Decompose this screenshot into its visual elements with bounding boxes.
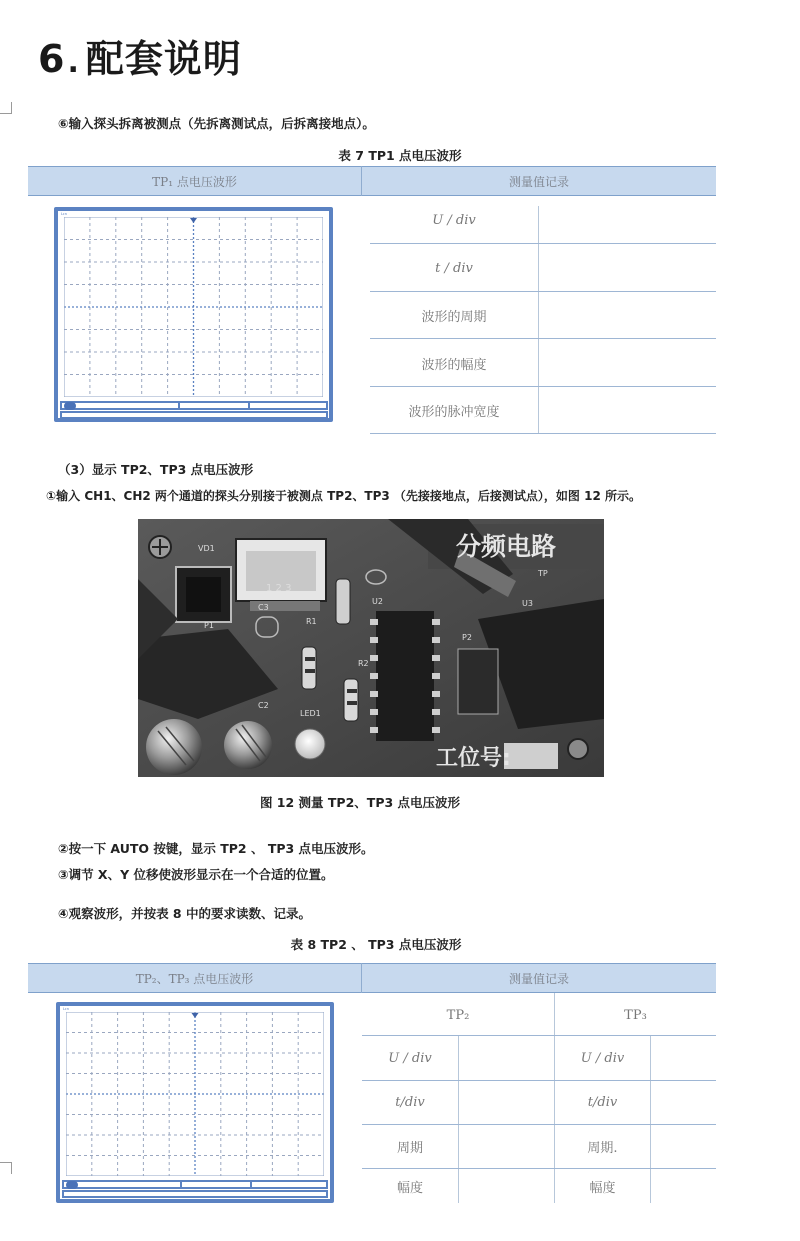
oscilloscope-screen-tp2-tp3: [56, 1002, 334, 1203]
table7-row-line: [370, 291, 716, 292]
part-3-heading: （3）显示 TP2、TP3 点电压波形: [58, 462, 254, 477]
table8-tp2-row-label: 幅度: [396, 1180, 423, 1196]
scope-grid-tp2-tp3: [66, 1012, 324, 1176]
board-title: 分频电路: [456, 532, 557, 561]
scope-status-knob: [64, 402, 76, 410]
table7-row-line: [370, 243, 716, 244]
scope-status-divider: [250, 1182, 252, 1187]
scope-status-knob: [66, 1181, 78, 1189]
silk-r2: R2: [358, 659, 369, 668]
scope-status-divider: [178, 403, 180, 408]
table7-caption: 表 7 TP1 点电压波形: [338, 148, 462, 163]
silk-led1: LED1: [300, 709, 321, 718]
table7-row-label: 波形的脉冲宽度: [408, 405, 500, 420]
table8-header-right: 测量值记录: [362, 963, 716, 993]
table7-row-label: 波形的幅度: [421, 357, 487, 373]
section-heading: [38, 28, 242, 83]
figure12-caption: 图 12 测量 TP2、TP3 点电压波形: [259, 795, 461, 810]
figure12-circuit-board-photo: [138, 519, 604, 777]
step-3-text: ③调节 X、Y 位移使波形显示在一个合适的位置。: [58, 867, 334, 882]
table8-tp3-row-label: 周期.: [587, 1141, 618, 1156]
silk-123: 1 2 3: [266, 583, 292, 594]
table8-col-divider: [650, 1036, 651, 1203]
scope-corner-mark: ᴸᶦⁿ: [63, 1007, 70, 1014]
step-6-text: ⑥输入探头拆离被测点（先拆离测试点，后拆离接地点）。: [58, 116, 375, 131]
table8-header-divider: [361, 963, 362, 993]
table7-col-divider: [538, 206, 539, 434]
step-1-text: ①输入 CH1、CH2 两个通道的探头分别接于被测点 TP2、TP3 （先接接地点，后接测试点），如图 12 所示。: [46, 489, 641, 503]
section-title: 配套说明: [85, 37, 242, 81]
scope-status-bar: [62, 1180, 328, 1189]
table8-subheader-tp2: TP₂: [446, 1007, 470, 1023]
table7-row-line: [370, 338, 716, 339]
silk-u3: U3: [522, 599, 533, 608]
section-number: 6: [38, 37, 66, 81]
table7-header-left: TP₁ 点电压波形: [28, 166, 361, 196]
table8-subheader-tp3: TP₃: [624, 1007, 647, 1023]
table7-row-label: 波形的周期: [421, 310, 487, 325]
scope-status-bar: [60, 401, 328, 410]
silk-p2: P2: [462, 633, 472, 642]
scope-grid-tp1: [64, 217, 323, 397]
silk-c3: C3: [258, 603, 269, 612]
table8-col-divider: [458, 1036, 459, 1203]
table8-header-left: TP₂、TP₃ 点电压波形: [28, 963, 361, 993]
crop-mark-top: [0, 102, 12, 114]
scope-status-divider: [180, 1182, 182, 1187]
table8-caption: 表 8 TP2 、 TP3 点电压波形: [290, 937, 462, 952]
table7-row-label: U / div: [432, 213, 476, 228]
table8-tp3-row-label: 幅度: [589, 1180, 616, 1196]
silk-tp: TP: [538, 569, 548, 578]
table8-tp2-row-label: U / div: [388, 1050, 432, 1066]
silk-vd1: VD1: [198, 544, 215, 553]
station-label: 工位号:: [436, 746, 511, 771]
scope-status-bar-lower: [62, 1190, 328, 1198]
section-separator: .: [67, 45, 80, 80]
silk-u2: U2: [372, 597, 383, 606]
table7-header-right: 测量值记录: [362, 166, 716, 196]
step-4-text: ④观察波形，并按表 8 中的要求读数、记录。: [58, 906, 311, 921]
scope-status-divider: [248, 403, 250, 408]
table7-row-label: t / div: [435, 260, 473, 276]
table8-tp2-row-label: t/div: [395, 1095, 425, 1110]
table7-header-divider: [361, 166, 362, 196]
crop-mark-bottom: [0, 1162, 12, 1174]
silk-r1: R1: [306, 617, 317, 626]
table7-row-line: [370, 386, 716, 387]
step-2-text: ②按一下 AUTO 按键，显示 TP2 、 TP3 点电压波形。: [58, 841, 374, 856]
scope-corner-mark: ᴸᶦⁿ: [61, 212, 68, 219]
table8-tp3-row-label: U / div: [580, 1050, 625, 1066]
table8-tp3-row-label: t/div: [587, 1095, 618, 1110]
scope-status-bar-lower: [60, 411, 328, 419]
table8-tp2-row-label: 周期: [396, 1141, 423, 1156]
table7-row-line: [370, 433, 716, 434]
oscilloscope-screen-tp1: [54, 207, 333, 422]
silk-c2: C2: [258, 701, 269, 710]
silk-p1: P1: [204, 621, 214, 630]
